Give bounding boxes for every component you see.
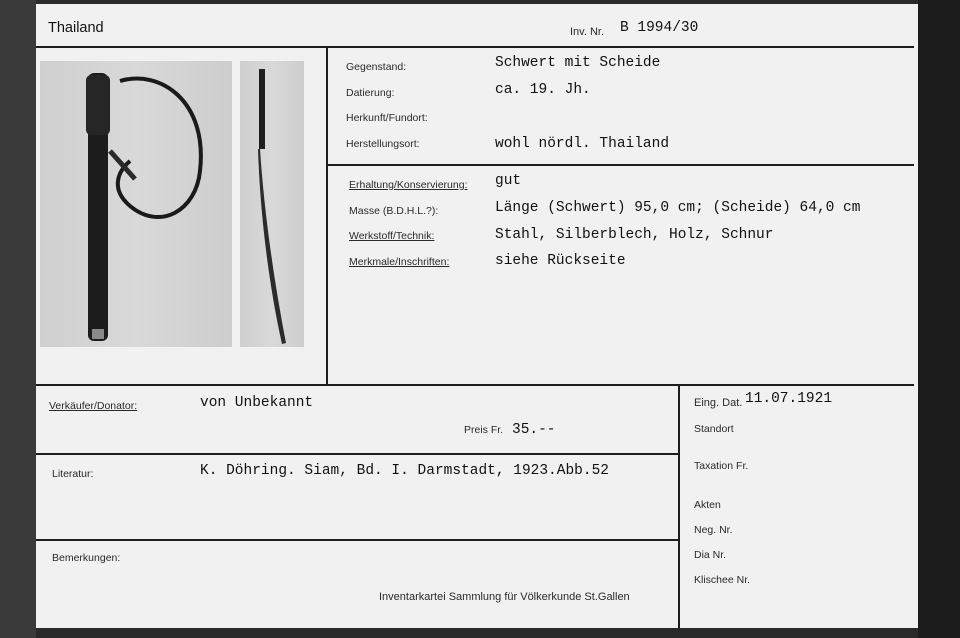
scabbard-image xyxy=(40,61,232,347)
masse-value: Länge (Schwert) 95,0 cm; (Scheide) 64,0 cm xyxy=(495,200,861,216)
verkaeufer-value: von Unbekannt xyxy=(200,395,314,411)
literatur-value: K. Döhring. Siam, Bd. I. Darmstadt, 1923.Abb.52 xyxy=(200,463,609,479)
inv-nr-value: B 1994/30 xyxy=(620,20,699,36)
werkstoff-value: Stahl, Silberblech, Holz, Schnur xyxy=(495,227,774,243)
upper-lower-divider xyxy=(36,384,914,386)
klischee-nr-label: Klischee Nr. xyxy=(694,574,751,586)
literature-divider xyxy=(36,539,678,541)
region-title: Thailand xyxy=(48,20,104,36)
literatur-label: Literatur: xyxy=(52,468,94,480)
preis-label: Preis Fr. xyxy=(464,424,504,436)
standort-label: Standort xyxy=(694,423,734,435)
dia-nr-label: Dia Nr. xyxy=(694,549,727,561)
acquisition-divider xyxy=(36,453,678,455)
taxation-label: Taxation Fr. xyxy=(694,460,749,472)
werkstoff-label: Werkstoff/Technik: xyxy=(349,230,435,242)
herstellungsort-value: wohl nördl. Thailand xyxy=(495,136,670,152)
scabbard-photo xyxy=(40,61,232,347)
erhaltung-value: gut xyxy=(495,173,522,189)
scan-border-right xyxy=(918,0,960,638)
scan-border-left xyxy=(0,0,36,638)
preis-value: 35.-- xyxy=(512,422,556,438)
inv-nr-label: Inv. Nr. xyxy=(570,26,605,38)
gegenstand-value: Schwert mit Scheide xyxy=(495,55,661,71)
herstellungsort-label: Herstellungsort: xyxy=(346,138,420,150)
card-footer: Inventarkartei Sammlung für Völkerkunde St.Gallen xyxy=(379,591,630,603)
verkaeufer-label: Verkäufer/Donator: xyxy=(49,400,138,412)
erhaltung-label: Erhaltung/Konservierung: xyxy=(349,179,468,191)
inventory-card xyxy=(36,4,918,628)
merkmale-label: Merkmale/Inschriften: xyxy=(349,256,450,268)
herkunft-label: Herkunft/Fundort: xyxy=(346,112,428,124)
datierung-value: ca. 19. Jh. xyxy=(495,82,591,98)
photo-divider xyxy=(326,48,328,384)
datierung-label: Datierung: xyxy=(346,87,395,99)
registry-divider xyxy=(678,384,680,628)
eing-dat-label: Eing. Dat. xyxy=(694,397,743,409)
gegenstand-label: Gegenstand: xyxy=(346,61,407,73)
bemerkungen-label: Bemerkungen: xyxy=(52,552,121,564)
details-divider xyxy=(328,164,914,166)
sword-photo xyxy=(240,61,304,347)
neg-nr-label: Neg. Nr. xyxy=(694,524,733,536)
header-divider xyxy=(36,46,914,48)
eing-dat-value: 11.07.1921 xyxy=(745,391,833,407)
sword-image xyxy=(240,61,304,347)
akten-label: Akten xyxy=(694,499,721,511)
masse-label: Masse (B.D.H.L.?): xyxy=(349,205,439,217)
merkmale-value: siehe Rückseite xyxy=(495,253,626,269)
